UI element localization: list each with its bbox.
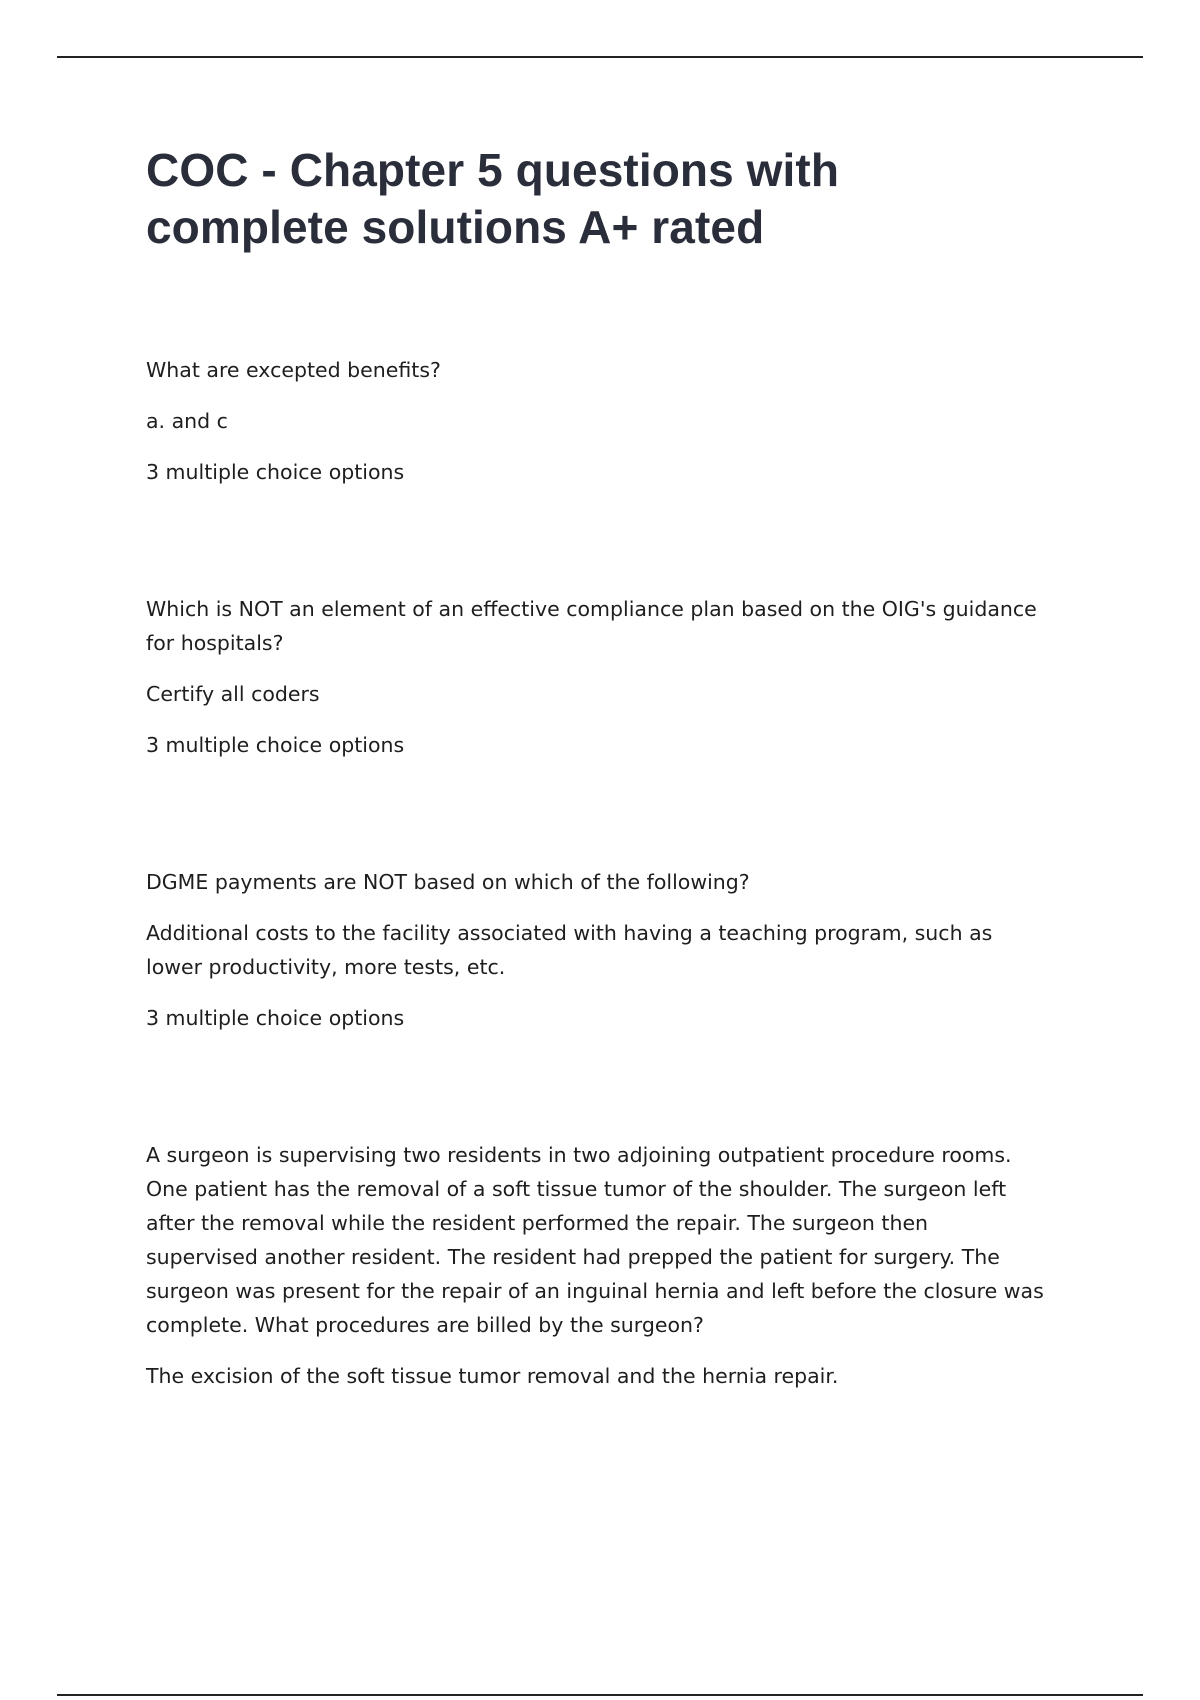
question-text: DGME payments are NOT based on which of the following? (146, 870, 750, 894)
answer-text: Additional costs to the facility associated with having a teaching program, such as lower productivity, more tests, etc. (146, 921, 993, 979)
top-divider (57, 56, 1143, 58)
question-text: What are excepted benefits? (146, 358, 441, 382)
options-note: 3 multiple choice options (146, 1006, 405, 1030)
question-text: A surgeon is supervising two residents in two adjoining outpatient procedure rooms. One patient has the removal of a soft tissue tumor of the shoulder. The surgeon left after the removal while the resident performed the repair. The surgeon then supervised another resident. The resident had prepped the patient for surgery. The surgeon was present for the repair of an inguinal hernia and left before the closure was complete. What procedures are billed by the surgeon? (146, 1143, 1044, 1337)
document-title: COC - Chapter 5 questions with complete solutions A+ rated (146, 144, 840, 253)
bottom-divider (57, 1694, 1143, 1696)
options-note: 3 multiple choice options (146, 460, 405, 484)
answer-text: a. and c (146, 409, 228, 433)
question-item (146, 353, 1046, 489)
question-item (146, 865, 1046, 1035)
question-item (146, 592, 1046, 762)
question-text: Which is NOT an element of an effective compliance plan based on the OIG's guidance for hospitals? (146, 597, 1037, 655)
document-page (146, 142, 1046, 1393)
answer-text: The excision of the soft tissue tumor removal and the hernia repair. (146, 1364, 839, 1388)
options-note: 3 multiple choice options (146, 733, 405, 757)
answer-text: Certify all coders (146, 682, 320, 706)
question-list (146, 353, 1046, 1393)
question-item (146, 1138, 1046, 1393)
